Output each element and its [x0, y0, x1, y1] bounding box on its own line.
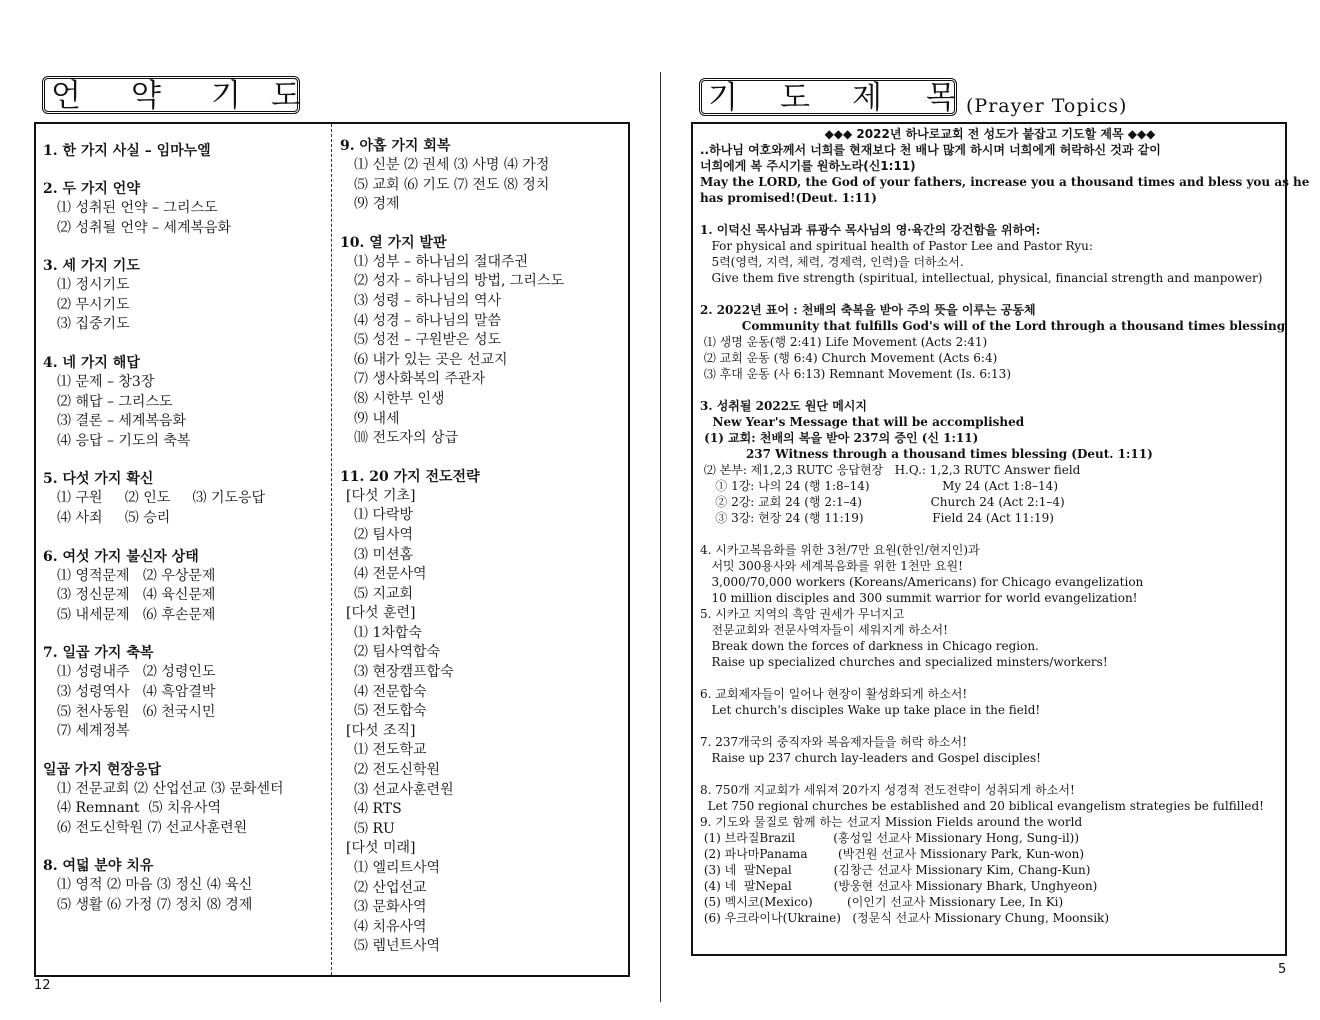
- section-item: ⑴ 신분 ⑵ 권세 ⑶ 사명 ⑷ 가정: [354, 157, 550, 173]
- section-gap: [43, 161, 328, 180]
- section-item: ⑵ 무시기도: [57, 296, 130, 313]
- prayer-topic-line: Let 750 regional churches be established and 20 biblical evangelism strategies be fulfilled!: [700, 799, 1265, 813]
- prayer-topic-line: ⑵ 교회 운동 (행 6:4) Church Movement (Acts 6:4): [700, 351, 998, 365]
- section-item: ⑴ 전도학교: [354, 742, 427, 759]
- section-gap: [43, 529, 328, 548]
- prayer-topic-line: 2. 2022년 표어 : 천배의 축복을 받아 주의 뜻을 이루는 공동체: [700, 303, 1036, 317]
- section-item: ⑴ 영적문제 ⑵ 우상문제: [57, 567, 216, 584]
- prayer-topic-line: 5력(영력, 지력, 체력, 경제력, 인력)을 더하소서.: [700, 255, 964, 269]
- prayer-topic-line: has promised!(Deut. 1:11): [700, 191, 877, 205]
- section-item: ⑸ RU: [354, 820, 395, 837]
- prayer-topic-line: [700, 766, 1280, 782]
- prayer-topic-line: [700, 286, 1280, 302]
- prayer-topic-line: ◆◆◆ 2022년 하나로교회 전 성도가 붙잡고 기도할 제목 ◆◆◆: [824, 127, 1156, 141]
- prayer-topic-line: (2) 파나마Panama (박건원 선교사 Missionary Park, Kun-won): [700, 847, 1085, 861]
- section-item: ⑸ 내세문제 ⑹ 후손문제: [57, 606, 216, 623]
- section-gap: [340, 215, 625, 234]
- section-item: ⑵ 팀사역합숙: [354, 644, 441, 661]
- left-title-char-1: 언: [51, 78, 81, 114]
- prayer-topic-line: 4. 시카고복음화를 위한 3천/7만 요원(한인/현지인)과: [700, 543, 980, 557]
- section-item: ⑷ 전문합숙: [354, 683, 427, 700]
- prayer-topic-line: ..하나님 여호와께서 너희를 현재보다 천 배나 많게 하시며 너희에게 허락하신 것과 같이: [700, 143, 1161, 157]
- prayer-topic-line: [700, 526, 1280, 542]
- section-item: ⑴ 구원 ⑵ 인도 ⑶ 기도응답: [57, 490, 266, 507]
- prayer-topic-line: (6) 우크라이나(Ukraine) (정문식 선교사 Missionary Chung, Moonsik): [700, 911, 1110, 925]
- section-gap: [43, 238, 328, 257]
- prayer-topics-content: [700, 126, 1310, 926]
- section-item: ⑺ 세계정복: [57, 723, 130, 740]
- section-item: [다섯 미래]: [346, 840, 416, 857]
- prayer-topic-line: ③ 3강: 현장 24 (행 11:19) Field 24 (Act 11:19): [700, 511, 1054, 525]
- left-title-char-4: 도: [271, 78, 301, 114]
- section-item: ⑷ 치유사역: [354, 918, 427, 935]
- prayer-topic-line: [700, 718, 1280, 734]
- right-title-char-2: 도: [780, 80, 810, 116]
- prayer-topic-line: (3) 네 팔Nepal (김창근 선교사 Missionary Kim, Chang-Kun): [700, 863, 1091, 877]
- section-item: ⑷ Remnant ⑸ 치유사역: [57, 800, 222, 817]
- section-item: ⑽ 전도자의 상급: [354, 430, 459, 447]
- prayer-topic-line: Give them five strength (spiritual, intellectual, physical, financial strength and manpower): [700, 271, 1263, 285]
- section-heading: 5. 다섯 가지 확신: [43, 471, 154, 488]
- section-item: ⑵ 산업선교: [354, 879, 427, 896]
- section-item: ⑶ 정신문제 ⑷ 육신문제: [57, 587, 216, 604]
- section-item: ⑴ 영적 ⑵ 마음 ⑶ 정신 ⑷ 육신: [57, 877, 253, 894]
- prayer-topic-line: 237 Witness through a thousand times blessing (Deut. 1:11): [700, 447, 1153, 461]
- left-page-number: 12: [34, 978, 51, 993]
- section-item: ⑶ 현장캠프합숙: [354, 664, 454, 681]
- section-item: ⑷ 성경 – 하나님의 말씀: [354, 312, 501, 329]
- section-heading: 2. 두 가지 언약: [43, 181, 140, 197]
- section-item: ⑴ 엘리트사역: [354, 860, 441, 876]
- section-item: ⑸ 지교회: [354, 585, 414, 602]
- prayer-topic-line: (4) 네 팔Nepal (방웅현 선교사 Missionary Bhark, Unghyeon): [700, 879, 1098, 893]
- section-item: [다섯 훈련]: [346, 605, 416, 622]
- prayer-topic-line: 너희에게 복 주시기를 원하노라(신1:11): [700, 159, 916, 173]
- section-item: ⑻ 시한부 인생: [354, 390, 445, 407]
- section-item: ⑺ 생사화복의 주관자: [354, 371, 486, 388]
- section-item: ⑶ 선교사훈련원: [354, 781, 454, 798]
- section-item: ⑴ 전문교회 ⑵ 산업선교 ⑶ 문화센터: [57, 780, 284, 797]
- right-title-char-3: 제: [852, 80, 882, 116]
- prayer-topic-line: Raise up specialized churches and specialized minsters/workers!: [700, 655, 1108, 669]
- section-item: ⑶ 문화사역: [354, 899, 427, 916]
- section-gap: [43, 742, 328, 761]
- prayer-topic-line: 8. 750개 지교회가 세워져 20가지 성경적 전도전략이 성취되게 하소서!: [700, 783, 1075, 797]
- section-item: ⑴ 성령내주 ⑵ 성령인도: [57, 664, 216, 681]
- section-item: ⑷ 전문사역: [354, 566, 427, 583]
- prayer-topic-line: 5. 시카고 지역의 흑암 권세가 무너지고: [700, 607, 905, 621]
- section-heading: 10. 열 가지 발판: [340, 234, 447, 251]
- section-item: ⑸ 교회 ⑹ 기도 ⑺ 전도 ⑻ 정치: [354, 176, 550, 193]
- prayer-topic-line: [700, 206, 1280, 222]
- section-item: ⑶ 성령 – 하나님의 역사: [354, 292, 501, 309]
- left-column-2: [340, 137, 625, 957]
- section-heading: 1. 한 가지 사실 – 임마누엘: [43, 143, 211, 159]
- left-column-divider: [331, 124, 332, 975]
- section-item: ⑵ 전도신학원: [354, 762, 441, 779]
- prayer-topic-line: Community that fulfills God's will of the Lord through a thousand times blessing: [700, 319, 1286, 333]
- section-item: [다섯 조직]: [346, 722, 416, 739]
- section-item: ⑵ 성자 – 하나님의 방법, 그리스도: [354, 273, 564, 290]
- section-heading: 6. 여섯 가지 불신자 상태: [43, 548, 199, 565]
- section-item: ⑸ 생활 ⑹ 가정 ⑺ 정치 ⑻ 경제: [57, 897, 253, 914]
- prayer-topic-line: 6. 교회제자들이 일어나 현장이 활성화되게 하소서!: [700, 687, 968, 701]
- section-item: ⑴ 성취된 언약 – 그리스도: [57, 200, 218, 216]
- section-item: ⑴ 다락방: [354, 507, 414, 524]
- right-title-char-1: 기: [708, 80, 738, 116]
- section-item: ⑹ 전도신학원 ⑺ 선교사훈련원: [57, 819, 248, 836]
- page-divider: [660, 72, 661, 1002]
- section-gap: [43, 451, 328, 470]
- section-item: ⑸ 성전 – 구원받은 성도: [354, 332, 501, 349]
- section-item: ⑷ 응답 – 기도의 축복: [57, 432, 191, 449]
- right-title-suffix: (Prayer Topics): [966, 95, 1128, 117]
- left-title-char-3: 기: [211, 78, 241, 114]
- section-item: ⑼ 내세: [354, 410, 400, 427]
- left-title-box: [42, 76, 300, 114]
- prayer-topic-line: ⑵ 본부: 제1,2,3 RUTC 응답현장 H.Q.: 1,2,3 RUTC Answer field: [700, 463, 1081, 477]
- prayer-topic-line: 서밋 300용사와 세계복음화를 위한 1천만 요원!: [700, 559, 963, 573]
- section-item: ⑷ 사죄 ⑸ 승리: [57, 509, 171, 526]
- prayer-topic-line: 7. 237개국의 중직자와 복음제자들을 허락 하소서!: [700, 735, 967, 749]
- prayer-topic-line: 전문교회와 전문사역자들이 세워지게 하소서!: [700, 623, 948, 637]
- prayer-topic-line: 3,000/70,000 workers (Koreans/Americans) for Chicago evangelization: [700, 575, 1144, 589]
- prayer-topic-line: [700, 382, 1280, 398]
- section-item: ⑴ 정시기도: [57, 277, 130, 294]
- prayer-topic-line: Break down the forces of darkness in Chicago region.: [700, 639, 1039, 653]
- section-item: ⑵ 해답 – 그리스도: [57, 393, 173, 410]
- section-item: ⑶ 미션홈: [354, 546, 414, 563]
- section-gap: [43, 838, 328, 857]
- section-gap: [43, 335, 328, 354]
- right-page-number: 5: [1278, 962, 1287, 977]
- prayer-topic-line: ② 2강: 교회 24 (행 2:1–4) Church 24 (Act 2:1–4): [700, 495, 1065, 509]
- prayer-topic-line: (5) 멕시코(Mexico) (이인기 선교사 Missionary Lee, In Ki): [700, 895, 1064, 909]
- right-title-char-4: 목: [926, 80, 956, 116]
- section-heading: 4. 네 가지 해답: [43, 354, 140, 371]
- section-item: ⑶ 집중기도: [57, 316, 130, 333]
- prayer-topic-line: May the LORD, the God of your fathers, increase you a thousand times and bless you as he: [700, 175, 1310, 189]
- right-title-box: [699, 78, 957, 116]
- prayer-topic-line: [700, 670, 1280, 686]
- section-item: ⑸ 렘넌트사역: [354, 938, 441, 955]
- section-item: ⑸ 전도합숙: [354, 703, 427, 720]
- section-item: ⑴ 성부 – 하나님의 절대주권: [354, 253, 529, 270]
- section-item: ⑸ 천사동원 ⑹ 천국시민: [57, 703, 216, 720]
- section-item: ⑴ 1차합숙: [354, 624, 422, 641]
- prayer-topic-line: (1) 교회: 천배의 복을 받아 237의 증인 (신 1:11): [700, 431, 979, 445]
- section-heading: 9. 아홉 가지 회복: [340, 138, 451, 154]
- section-item: ⑴ 문제 – 창3장: [57, 373, 155, 390]
- section-heading: 3. 세 가지 기도: [43, 258, 140, 275]
- prayer-topic-line: Let church's disciples Wake up take place in the field!: [700, 703, 1041, 717]
- section-gap: [43, 625, 328, 644]
- section-item: ⑶ 성령역사 ⑷ 흑암결박: [57, 683, 216, 700]
- prayer-topic-line: For physical and spiritual health of Pastor Lee and Pastor Ryu:: [700, 239, 1093, 253]
- section-item: ⑵ 팀사역: [354, 526, 414, 543]
- section-heading: 일곱 가지 현장응답: [43, 761, 161, 778]
- section-item: ⑹ 내가 있는 곳은 선교지: [354, 351, 508, 368]
- section-heading: 11. 20 가지 전도전략: [340, 468, 480, 485]
- prayer-topic-line: 10 million disciples and 300 summit warrior for world evangelization!: [700, 591, 1138, 605]
- prayer-topic-line: Raise up 237 church lay-leaders and Gospel disciples!: [700, 751, 1041, 765]
- section-item: ⑶ 결론 – 세계복음화: [57, 413, 187, 430]
- prayer-topic-line: 3. 성취될 2022도 원단 메시지: [700, 399, 867, 413]
- section-item: ⑼ 경제: [354, 196, 400, 213]
- prayer-topic-line: New Year's Message that will be accomplished: [700, 415, 1025, 429]
- left-column-1: [43, 142, 328, 916]
- prayer-topic-line: ① 1강: 나의 24 (행 1:8–14) My 24 (Act 1:8–14): [700, 479, 1058, 493]
- left-title-char-2: 약: [131, 78, 161, 114]
- section-heading: 8. 여덟 분야 치유: [43, 858, 154, 875]
- prayer-topic-line: 9. 기도와 물질로 함께 하는 선교지 Mission Fields around the world: [700, 815, 1083, 829]
- section-gap: [340, 449, 625, 468]
- prayer-topic-line: (1) 브라질Brazil (홍성일 선교사 Missionary Hong, Sung-il)): [700, 831, 1080, 845]
- section-item: ⑵ 성취될 언약 – 세계복음화: [57, 219, 232, 236]
- section-item: ⑷ RTS: [354, 801, 402, 818]
- prayer-topic-line: ⑴ 생명 운동(행 2:41) Life Movement (Acts 2:41): [700, 335, 988, 349]
- prayer-topic-line: ⑶ 후대 운동 (사 6:13) Remnant Movement (Is. 6:13): [700, 367, 1011, 381]
- section-item: [다섯 기초]: [346, 487, 416, 504]
- prayer-topic-line: 1. 이덕신 목사님과 류광수 목사님의 영·육간의 강건함을 위하여:: [700, 223, 1041, 237]
- section-heading: 7. 일곱 가지 축복: [43, 645, 154, 662]
